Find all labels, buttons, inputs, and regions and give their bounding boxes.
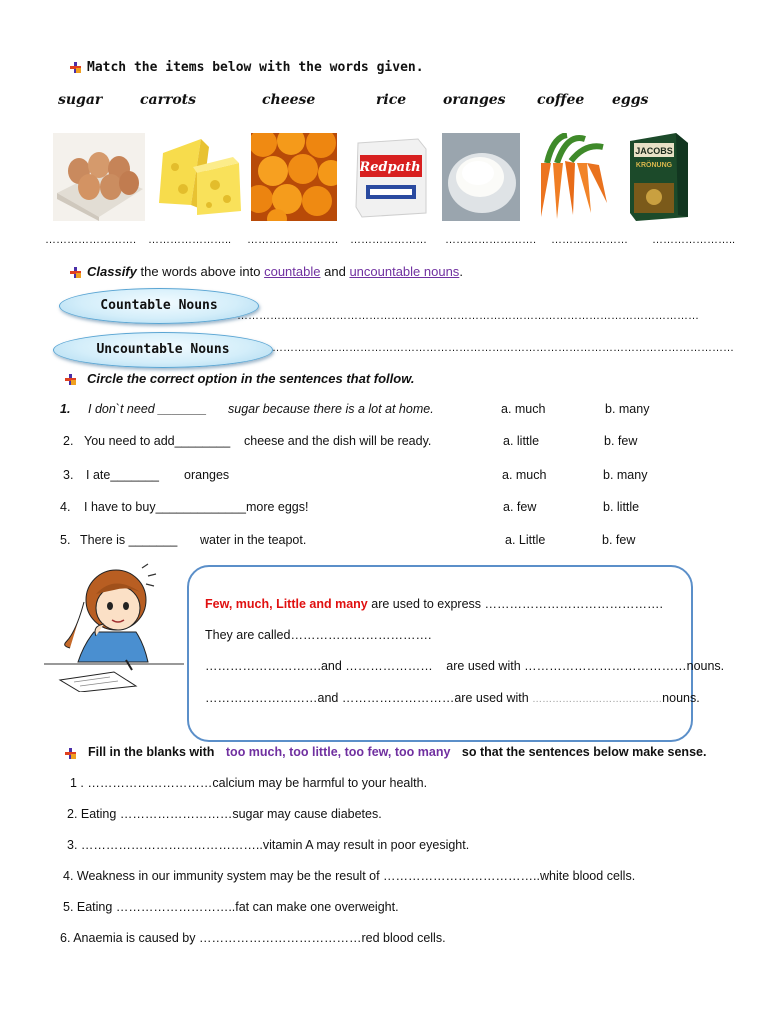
box-line-4-a[interactable]: ………………………and ………………………are used with: [205, 691, 529, 705]
blank-1[interactable]: …………………….: [45, 234, 137, 246]
period-text: .: [459, 264, 463, 279]
uncountable-answer-line[interactable]: ………………………………………………………………………………………………………………: [272, 342, 734, 354]
fill-item-6[interactable]: 6. Anaemia is caused by …………………………………red blood cells.: [60, 931, 446, 945]
sentence-3-option-b[interactable]: b. many: [603, 468, 648, 482]
coffee-sub-text: KRÖNUNG: [635, 162, 673, 169]
classify-word: Classify: [87, 264, 137, 279]
sentence-4-option-a[interactable]: a. few: [503, 500, 537, 514]
fill-item-3[interactable]: 3. ……………………………………..vitamin A may result in poor eyesight.: [67, 838, 470, 852]
box-line-4: [205, 691, 700, 705]
sentence-5-option-b[interactable]: b. few: [602, 533, 636, 547]
sentence-3-option-a[interactable]: a. much: [502, 468, 547, 482]
sentence-5-number: 5.: [60, 533, 71, 547]
fill-item-5[interactable]: 5. Eating ………………………..fat can make one overweight.: [63, 900, 399, 914]
blank-3[interactable]: …………………….: [247, 234, 339, 246]
sentence-3-part2: oranges: [184, 468, 230, 482]
coffee-brand-text: JACOBS: [635, 146, 673, 156]
countable-link[interactable]: countable: [264, 264, 321, 279]
sentence-2-part2: cheese and the dish will be ready.: [244, 434, 432, 448]
bullet-icon: [65, 748, 76, 759]
uncountable-nouns-label: Uncountable Nouns: [53, 332, 273, 368]
word-carrots: carrots: [140, 92, 197, 108]
box-line-1-highlight: Few, much, Little and many: [205, 597, 368, 611]
bullet-icon: [70, 267, 81, 278]
sentence-2-number: 2.: [63, 434, 74, 448]
section4-instruction: [88, 745, 706, 759]
eggs-image: [53, 133, 145, 221]
sentence-5-part1: There is _______: [80, 533, 178, 547]
fill-item-2[interactable]: 2. Eating ………………………sugar may cause diabetes.: [67, 807, 382, 821]
section4-instruction-a: Fill in the blanks with: [88, 745, 215, 759]
section1-instruction: Match the items below with the words given.: [87, 60, 424, 75]
bullet-icon: [65, 374, 76, 385]
box-line-3: [205, 659, 724, 673]
box-line-3-a[interactable]: ……………………….and …………………: [205, 659, 433, 673]
box-line-3-b[interactable]: are used with …………………………………nouns.: [446, 659, 725, 673]
box-line-1-rest[interactable]: are used to express …………………………………….: [371, 597, 663, 611]
section4-instruction-b: so that the sentences below make sense.: [461, 745, 707, 759]
box-line-2[interactable]: They are called…………………………….: [205, 628, 432, 642]
sentence-1-number: 1.: [60, 402, 71, 416]
word-coffee: coffee: [537, 92, 585, 108]
countable-answer-line[interactable]: ………………………………………………………………………………………………………………: [237, 310, 699, 322]
blank-6[interactable]: …………………: [551, 234, 628, 246]
coffee-image: [622, 133, 692, 221]
sentence-3-part1: I ate_______: [86, 468, 159, 482]
fill-item-4[interactable]: 4. Weakness in our immunity system may be the result of ………………………………..white blood cells.: [63, 869, 636, 883]
box-line-4-dots[interactable]: …………………………………: [532, 694, 663, 705]
rules-box: [187, 565, 693, 742]
sentence-1-part2: sugar because there is a lot at home.: [228, 402, 434, 416]
fill-item-1[interactable]: 1 . …………………………calcium may be harmful to your health.: [70, 776, 428, 790]
sentence-1-option-b[interactable]: b. many: [605, 402, 650, 416]
word-cheese: cheese: [262, 92, 316, 108]
word-oranges: oranges: [443, 92, 506, 108]
sentence-4-option-b[interactable]: b. little: [603, 500, 640, 514]
uncountable-link[interactable]: uncountable nouns: [349, 264, 460, 279]
carrots-image: [527, 133, 610, 221]
blank-4[interactable]: …………………: [350, 234, 427, 246]
word-eggs: eggs: [612, 92, 649, 108]
section4-word-list: too much, too little, too few, too many: [225, 745, 451, 759]
instruction-text: the words above into: [140, 264, 261, 279]
sentence-3-number: 3.: [63, 468, 74, 482]
word-rice: rice: [376, 92, 407, 108]
box-line-4-end: nouns.: [662, 691, 700, 705]
sentence-4-part1: I have to buy_____________more eggs!: [84, 500, 309, 514]
sentence-2-option-b[interactable]: b. few: [604, 434, 638, 448]
sentence-1-option-a[interactable]: a. much: [501, 402, 546, 416]
thinking-girl-illustration: [44, 562, 184, 692]
and-text: and: [324, 264, 346, 279]
section2-instruction: [87, 264, 463, 279]
word-sugar: sugar: [58, 92, 103, 108]
sugar-image: [348, 133, 434, 221]
bullet-icon: [70, 62, 81, 73]
blank-7[interactable]: …………………..: [652, 234, 736, 246]
sugar-brand-text: Redpath: [359, 160, 421, 175]
box-line-1: [205, 597, 663, 611]
blank-2[interactable]: …………………..: [148, 234, 232, 246]
sentence-5-option-a[interactable]: a. Little: [505, 533, 546, 547]
cheese-image: [153, 133, 244, 221]
sentence-2-part1: You need to add________: [84, 434, 231, 448]
sentence-5-part2: water in the teapot.: [200, 533, 307, 547]
rice-image: [442, 133, 520, 221]
sentence-1-part1: I don`t need _______: [88, 402, 207, 416]
oranges-image: [251, 133, 337, 221]
countable-nouns-label: Countable Nouns: [59, 288, 259, 324]
sentence-4-number: 4.: [60, 500, 71, 514]
section3-instruction: Circle the correct option in the sentences that follow.: [87, 371, 415, 386]
blank-5[interactable]: …………………….: [445, 234, 537, 246]
sentence-2-option-a[interactable]: a. little: [503, 434, 540, 448]
